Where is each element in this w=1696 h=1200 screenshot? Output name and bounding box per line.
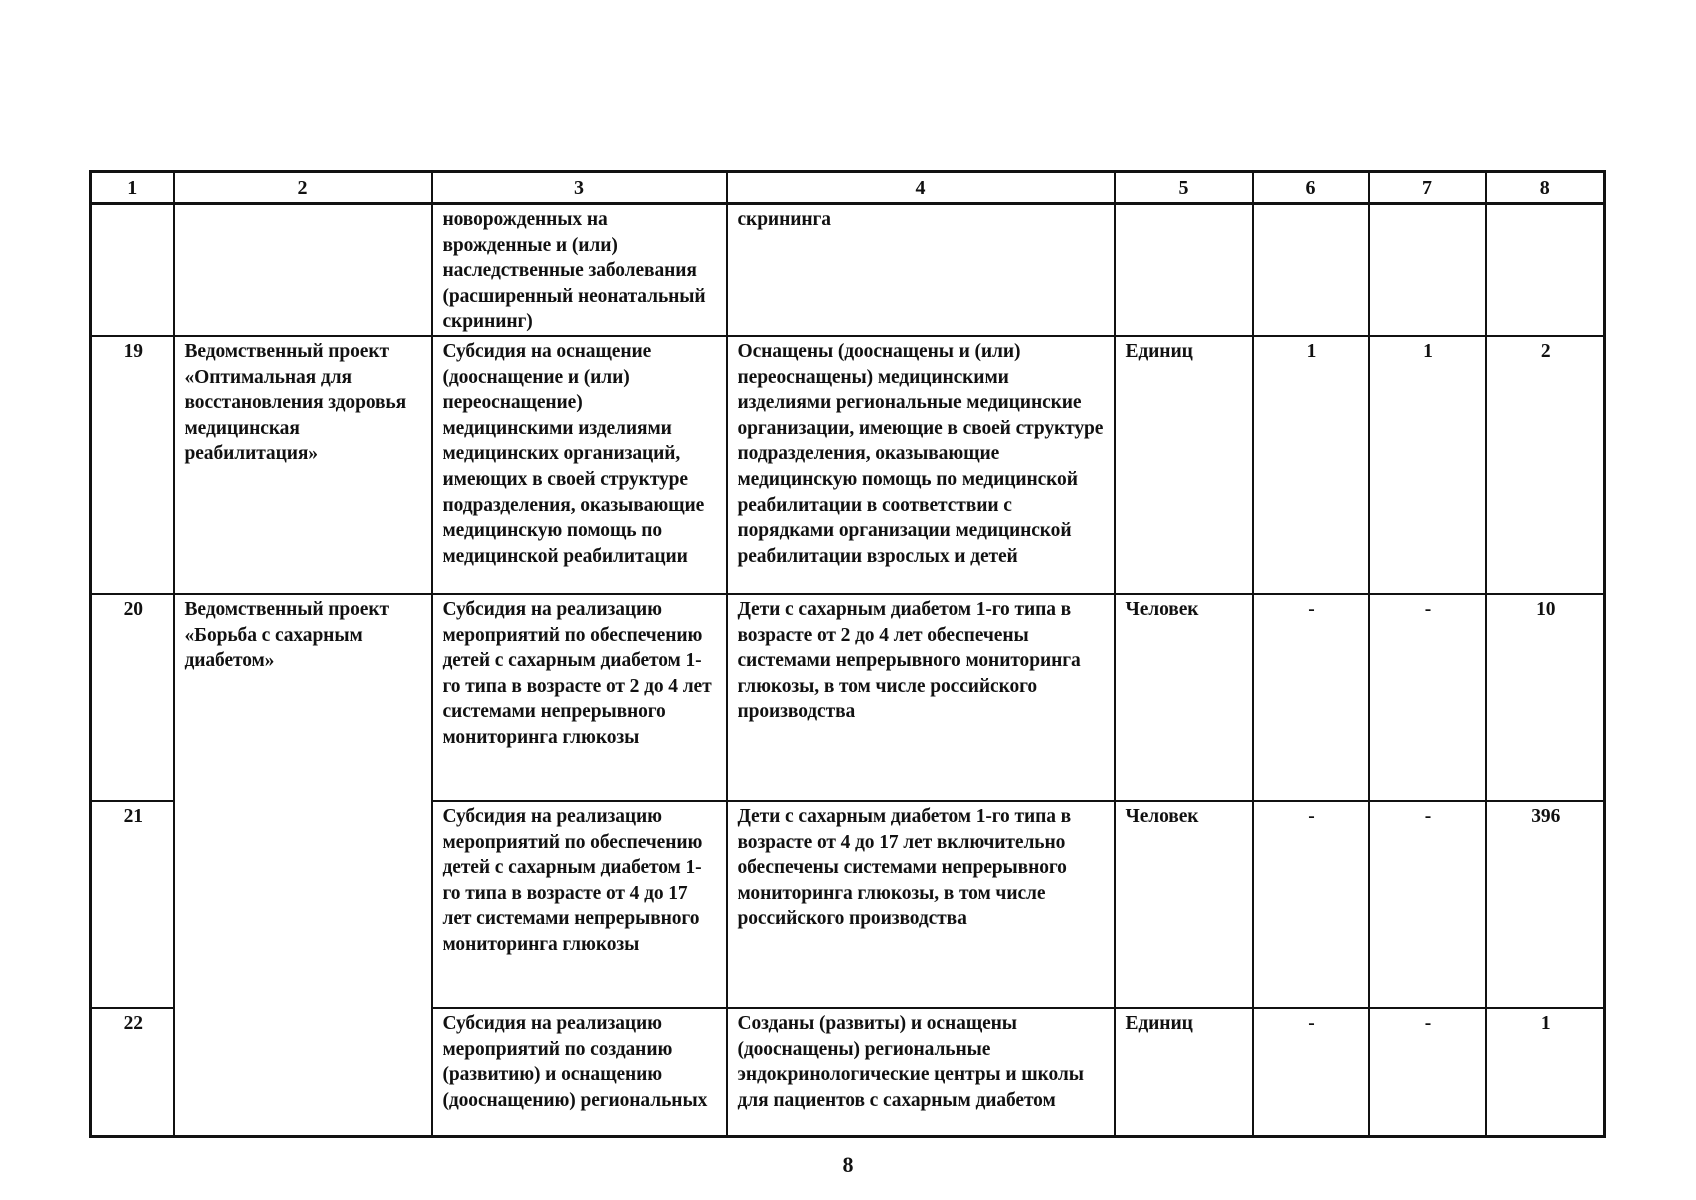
- value-cell: -: [1253, 594, 1369, 801]
- value-cell: [1369, 204, 1486, 336]
- page-number: 8: [842, 1152, 854, 1177]
- document-sheet: [89, 170, 1603, 1134]
- value-cell: 1: [1253, 336, 1369, 594]
- unit-cell: Единиц: [1115, 1008, 1253, 1137]
- value-cell: -: [1253, 1008, 1369, 1137]
- result-cell: скрининга: [727, 204, 1115, 336]
- header-cell: 4: [727, 172, 1115, 204]
- subsidy-cell: Субсидия на реализацию мероприятий по созданию (развитию) и оснащению (дооснащению) региональных: [432, 1008, 727, 1137]
- result-cell: Дети с сахарным диабетом 1-го типа в возрасте от 4 до 17 лет включительно обеспечены системами непрерывного мониторинга глюкозы, в том числе российского производства: [727, 801, 1115, 1008]
- project-cell: [174, 204, 432, 336]
- unit-cell: Человек: [1115, 801, 1253, 1008]
- value-cell: -: [1369, 801, 1486, 1008]
- value-cell: [1253, 204, 1369, 336]
- project-cell: Ведомственный проект «Борьба с сахарным диабетом»: [174, 594, 432, 1137]
- value-cell: 2: [1486, 336, 1605, 594]
- header-cell: 2: [174, 172, 432, 204]
- subsidy-cell: новорожденных на врожденные и (или) наследственные заболевания (расширенный неонатальный скрининг): [432, 204, 727, 336]
- project-cell: Ведомственный проект «Оптимальная для восстановления здоровья медицинская реабилитация»: [174, 336, 432, 594]
- subsidy-table: [89, 170, 1606, 1138]
- subsidy-cell: Субсидия на оснащение (дооснащение и (или) переоснащение) медицинскими изделиями медицинских организаций, имеющих в своей структуре подразделения, оказывающие медицинскую помощь по медицинской реабилитации: [432, 336, 727, 594]
- unit-cell: Единиц: [1115, 336, 1253, 594]
- table-header-row: [91, 172, 1605, 204]
- value-cell: 1: [1369, 336, 1486, 594]
- value-cell: 396: [1486, 801, 1605, 1008]
- row-number-cell: 22: [91, 1008, 174, 1137]
- table-row: [91, 336, 1605, 594]
- value-cell: [1486, 204, 1605, 336]
- value-cell: -: [1369, 594, 1486, 801]
- row-number-cell: 21: [91, 801, 174, 1008]
- unit-cell: [1115, 204, 1253, 336]
- header-cell: 1: [91, 172, 174, 204]
- header-cell: 3: [432, 172, 727, 204]
- header-cell: 5: [1115, 172, 1253, 204]
- row-number-cell: [91, 204, 174, 336]
- result-cell: Созданы (развиты) и оснащены (дооснащены) региональные эндокринологические центры и школы для пациентов с сахарным диабетом: [727, 1008, 1115, 1137]
- subsidy-cell: Субсидия на реализацию мероприятий по обеспечению детей с сахарным диабетом 1-го типа в возрасте от 2 до 4 лет системами непрерывного мониторинга глюкозы: [432, 594, 727, 801]
- header-cell: 7: [1369, 172, 1486, 204]
- result-cell: Оснащены (дооснащены и (или) переоснащены) медицинскими изделиями региональные медицинские организации, имеющие в своей структуре подразделения, оказывающие медицинскую помощь по медицинской реабилитации в соответствии с порядками организации медицинской реабилитации взрослых и детей: [727, 336, 1115, 594]
- value-cell: -: [1253, 801, 1369, 1008]
- header-cell: 8: [1486, 172, 1605, 204]
- table-row: [91, 594, 1605, 801]
- unit-cell: Человек: [1115, 594, 1253, 801]
- row-number-cell: 19: [91, 336, 174, 594]
- header-cell: 6: [1253, 172, 1369, 204]
- row-number-cell: 20: [91, 594, 174, 801]
- table-row: [91, 204, 1605, 336]
- value-cell: 10: [1486, 594, 1605, 801]
- value-cell: -: [1369, 1008, 1486, 1137]
- subsidy-cell: Субсидия на реализацию мероприятий по обеспечению детей с сахарным диабетом 1-го типа в возрасте от 4 до 17 лет системами непрерывного мониторинга глюкозы: [432, 801, 727, 1008]
- value-cell: 1: [1486, 1008, 1605, 1137]
- result-cell: Дети с сахарным диабетом 1-го типа в возрасте от 2 до 4 лет обеспечены системами непрерывного мониторинга глюкозы, в том числе российского производства: [727, 594, 1115, 801]
